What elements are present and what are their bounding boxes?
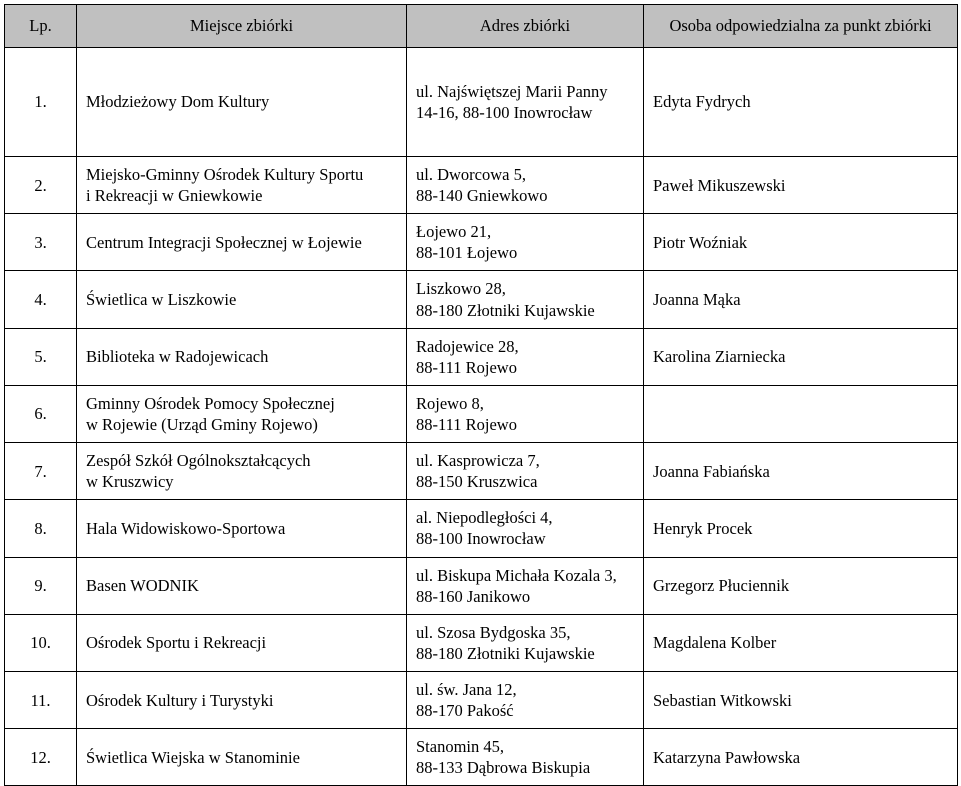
cell-address — [407, 214, 644, 271]
table-row — [5, 328, 958, 385]
cell-person-empty — [653, 413, 948, 414]
address-line-1: Rojewo 8, — [416, 393, 484, 413]
cell-place — [77, 328, 407, 385]
cell-lp: 11. — [5, 671, 77, 728]
place-line-1: Centrum Integracji Społecznej w Łojewie — [86, 232, 362, 252]
cell-place — [77, 614, 407, 671]
cell-place — [77, 157, 407, 214]
column-header-place: Miejsce zbiórki — [77, 5, 407, 48]
cell-person: Piotr Woźniak — [644, 214, 958, 271]
cell-address — [407, 729, 644, 786]
cell-place — [77, 557, 407, 614]
table-body — [5, 48, 958, 786]
place-line-2: w Rojewie (Urząd Gminy Rojewo) — [86, 414, 318, 434]
address-line-1: ul. Biskupa Michała Kozala 3, — [416, 565, 617, 585]
address-line-2: 88-180 Złotniki Kujawskie — [416, 300, 595, 320]
cell-address — [407, 671, 644, 728]
cell-place — [77, 443, 407, 500]
cell-person: Edyta Fydrych — [644, 48, 958, 157]
column-header-lp: Lp. — [5, 5, 77, 48]
address-line-2: 88-140 Gniewkowo — [416, 186, 548, 206]
cell-lp: 9. — [5, 557, 77, 614]
address-line-2: 88-133 Dąbrowa Biskupia — [416, 758, 591, 778]
collection-points-table — [4, 4, 958, 786]
cell-place — [77, 271, 407, 328]
cell-address — [407, 557, 644, 614]
cell-address — [407, 271, 644, 328]
place-line-1: Młodzieżowy Dom Kultury — [86, 92, 270, 112]
table-row — [5, 48, 958, 157]
table-row — [5, 157, 958, 214]
cell-person: Joanna Fabiańska — [644, 443, 958, 500]
address-line-2: 88-101 Łojewo — [416, 243, 518, 263]
cell-address — [407, 443, 644, 500]
address-line-1: ul. Kasprowicza 7, — [416, 451, 540, 471]
address-line-2: 88-111 Rojewo — [416, 414, 517, 434]
address-line-1: ul. św. Jana 12, — [416, 679, 517, 699]
cell-address — [407, 328, 644, 385]
address-line-2: 14-16, 88-100 Inowrocław — [416, 103, 593, 122]
cell-person: Paweł Mikuszewski — [644, 157, 958, 214]
cell-lp: 10. — [5, 614, 77, 671]
cell-place — [77, 48, 407, 157]
cell-person: Magdalena Kolber — [644, 614, 958, 671]
cell-lp: 7. — [5, 443, 77, 500]
place-line-1: Miejsko-Gminny Ośrodek Kultury Sportu — [86, 165, 364, 184]
cell-address — [407, 500, 644, 557]
address-line-2: 88-160 Janikowo — [416, 586, 531, 606]
cell-lp: 1. — [5, 48, 77, 157]
table-row — [5, 500, 958, 557]
place-line-1: Świetlica w Liszkowie — [86, 289, 237, 309]
cell-person — [644, 385, 958, 442]
column-header-person: Osoba odpowiedzialna za punkt zbiórki — [644, 5, 958, 48]
cell-person: Grzegorz Płuciennik — [644, 557, 958, 614]
place-line-1: Świetlica Wiejska w Stanominie — [86, 747, 300, 767]
cell-person: Sebastian Witkowski — [644, 671, 958, 728]
address-line-1: Stanomin 45, — [416, 737, 505, 757]
cell-lp: 12. — [5, 729, 77, 786]
cell-place — [77, 214, 407, 271]
cell-place — [77, 729, 407, 786]
cell-person: Katarzyna Pawłowska — [644, 729, 958, 786]
cell-address — [407, 385, 644, 442]
cell-person: Karolina Ziarniecka — [644, 328, 958, 385]
address-line-2: 88-180 Złotniki Kujawskie — [416, 643, 595, 663]
cell-lp: 2. — [5, 157, 77, 214]
address-line-2: 88-170 Pakość — [416, 701, 514, 721]
place-line-1: Ośrodek Kultury i Turystyki — [86, 690, 274, 710]
address-line-1: Łojewo 21, — [416, 222, 492, 242]
cell-place — [77, 500, 407, 557]
table-row — [5, 729, 958, 786]
cell-person: Joanna Mąka — [644, 271, 958, 328]
table-row — [5, 385, 958, 442]
cell-address — [407, 157, 644, 214]
place-line-1: Gminny Ośrodek Pomocy Społecznej — [86, 393, 335, 413]
address-line-2: 88-111 Rojewo — [416, 357, 517, 377]
table-row — [5, 614, 958, 671]
cell-lp: 8. — [5, 500, 77, 557]
address-line-1: ul. Szosa Bydgoska 35, — [416, 622, 571, 642]
cell-lp: 3. — [5, 214, 77, 271]
table-row — [5, 557, 958, 614]
address-line-1: ul. Najświętszej Marii Panny — [416, 81, 608, 101]
table-row — [5, 671, 958, 728]
cell-lp: 5. — [5, 328, 77, 385]
cell-place — [77, 671, 407, 728]
cell-address — [407, 614, 644, 671]
place-line-1: Hala Widowiskowo-Sportowa — [86, 518, 286, 538]
cell-person: Henryk Procek — [644, 500, 958, 557]
place-line-1: Ośrodek Sportu i Rekreacji — [86, 633, 267, 653]
cell-place — [77, 385, 407, 442]
table-row — [5, 271, 958, 328]
address-line-2: 88-100 Inowrocław — [416, 529, 546, 549]
place-line-1: Zespół Szkół Ogólnokształcących — [86, 451, 311, 471]
address-line-2: 88-150 Kruszwica — [416, 472, 538, 492]
table-row — [5, 443, 958, 500]
place-line-1: Biblioteka w Radojewicach — [86, 347, 269, 367]
table-row — [5, 214, 958, 271]
address-line-1: Liszkowo 28, — [416, 279, 506, 299]
cell-lp: 4. — [5, 271, 77, 328]
table-header — [5, 5, 958, 48]
place-line-1: Basen WODNIK — [86, 576, 199, 596]
address-line-1: ul. Dworcowa 5, — [416, 165, 526, 184]
column-header-address: Adres zbiórki — [407, 5, 644, 48]
cell-lp: 6. — [5, 385, 77, 442]
address-line-1: Radojewice 28, — [416, 336, 519, 356]
place-line-2: i Rekreacji w Gniewkowie — [86, 186, 263, 206]
header-row — [5, 5, 958, 48]
address-line-1: al. Niepodległości 4, — [416, 508, 553, 528]
place-line-2: w Kruszwicy — [86, 472, 174, 492]
cell-address — [407, 48, 644, 157]
